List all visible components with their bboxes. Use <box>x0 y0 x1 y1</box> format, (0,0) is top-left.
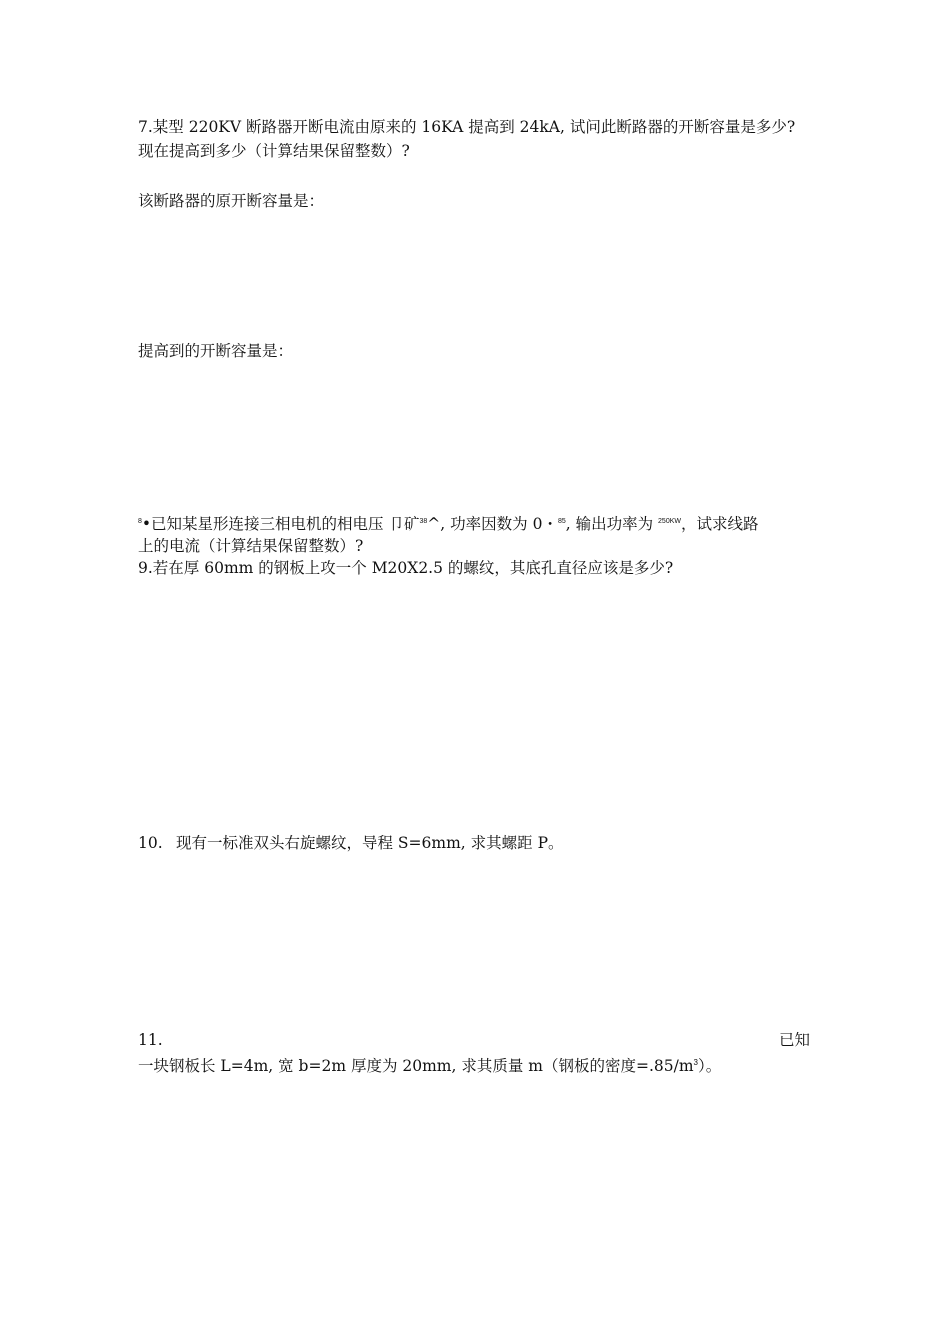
q8-text-a: •已知某星形连接三相电机的相电压 <box>141 515 389 533</box>
q8-text-b: ^, 功率因数为 0・ <box>427 515 558 533</box>
q11-line-1 <box>138 1029 810 1051</box>
q8-sup-85: 85 <box>557 518 566 525</box>
q8-garbled-text: 卩矿 <box>388 515 420 533</box>
q11-line-2 <box>138 1052 810 1077</box>
q10-text: 现有一标准双头右旋螺纹，导程 S=6mm, 求其螺距 P。 <box>176 834 564 852</box>
q8-line-2: 上的电流（计算结果保留整数）? <box>138 537 364 555</box>
q8-sup-250kw: 250KW <box>658 518 681 525</box>
q11-text-a: 一块钢板长 L=4m, 宽 b=2m 厚度为 20mm, 求其质量 m（钢板的密度=.85/m <box>138 1057 694 1075</box>
q11-sup-3: 3 <box>693 1058 698 1067</box>
q7-line-2: 现在提高到多少（计算结果保留整数）? <box>138 142 410 160</box>
q11-text-b: ）。 <box>697 1057 722 1075</box>
q8-text-c: , 输出功率为 <box>565 515 659 533</box>
q7-line-1: 7.某型 220KV 断路器开断电流由原来的 16KA 提高到 24kA, 试问此断路器的开断容量是多少? <box>138 118 796 136</box>
q10-number: 10. <box>138 834 163 852</box>
q11-right-text: 已知 <box>778 1031 810 1049</box>
q7-original-capacity-prompt: 该断路器的原开断容量是： <box>138 192 325 210</box>
q10-line <box>138 832 810 854</box>
q8-text-d: ，试求线路 <box>681 515 759 533</box>
q11-number: 11. <box>138 1031 163 1049</box>
q8-number: 8 <box>138 518 142 525</box>
q7-raised-capacity-prompt: 提高到的开断容量是： <box>138 342 294 360</box>
q9-line-1: 9.若在厚 60mm 的钢板上攻一个 M20X2.5 的螺纹，其底孔直径应该是多少? <box>138 559 674 577</box>
q8-sup-38: 38 <box>419 518 428 525</box>
q8-line-1 <box>138 511 810 535</box>
